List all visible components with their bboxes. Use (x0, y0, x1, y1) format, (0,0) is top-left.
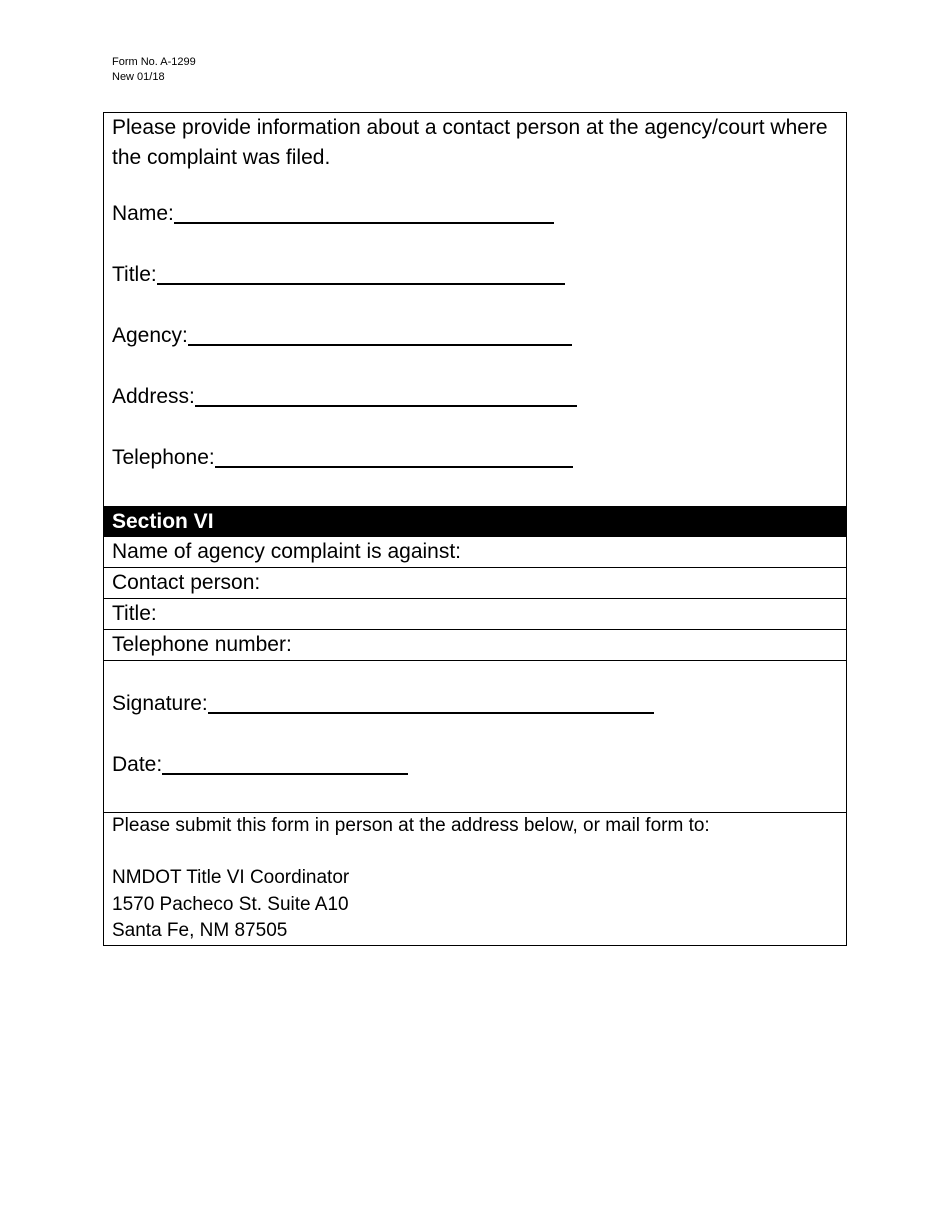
submit-instructions: Please submit this form in person at the address below, or mail form to: (112, 815, 710, 836)
agency-against-row[interactable]: Name of agency complaint is against: (112, 540, 462, 563)
mailing-address (112, 865, 349, 945)
contact-person-block (104, 113, 846, 506)
telephone-number-row[interactable]: Telephone number: (104, 629, 846, 660)
section-vi-header: Section VI (104, 506, 846, 537)
title-row[interactable]: Title: (104, 598, 846, 629)
address-field[interactable] (112, 384, 577, 410)
agency-field[interactable] (112, 323, 572, 349)
date-label: Date: (112, 753, 163, 776)
address-line: NMDOT Title VI Coordinator (112, 867, 350, 888)
signature-field[interactable] (112, 691, 654, 717)
address-input-line[interactable] (195, 385, 577, 407)
contact-intro-text: Please provide information about a contact person at the agency/court where the complaint was filed. (112, 116, 828, 169)
name-label: Name: (112, 202, 174, 225)
form-meta (112, 55, 196, 85)
signature-label: Signature: (112, 692, 208, 715)
title-input-line[interactable] (157, 263, 565, 285)
address-label: Address: (112, 385, 195, 408)
name-input-line[interactable] (174, 202, 554, 224)
telephone-field[interactable] (112, 445, 573, 471)
telephone-input-line[interactable] (215, 446, 573, 468)
title-label: Title: (112, 263, 157, 286)
submit-instructions-block (104, 812, 846, 945)
form-number: Form No. A-1299 (112, 56, 196, 68)
signature-block (104, 660, 846, 812)
agency-input-line[interactable] (188, 324, 572, 346)
name-field[interactable] (112, 201, 554, 227)
form-revision: New 01/18 (112, 71, 165, 83)
title-field[interactable] (112, 262, 565, 288)
address-line: Santa Fe, NM 87505 (112, 920, 288, 941)
date-input-line[interactable] (162, 753, 408, 775)
signature-input-line[interactable] (208, 692, 654, 714)
contact-person-row[interactable]: Contact person: (104, 567, 846, 598)
date-field[interactable] (112, 752, 408, 778)
telephone-label: Telephone: (112, 446, 215, 469)
complaint-form (103, 112, 847, 946)
address-line: 1570 Pacheco St. Suite A10 (112, 893, 349, 915)
agency-label: Agency: (112, 324, 188, 347)
section-vi-rows (104, 537, 846, 660)
